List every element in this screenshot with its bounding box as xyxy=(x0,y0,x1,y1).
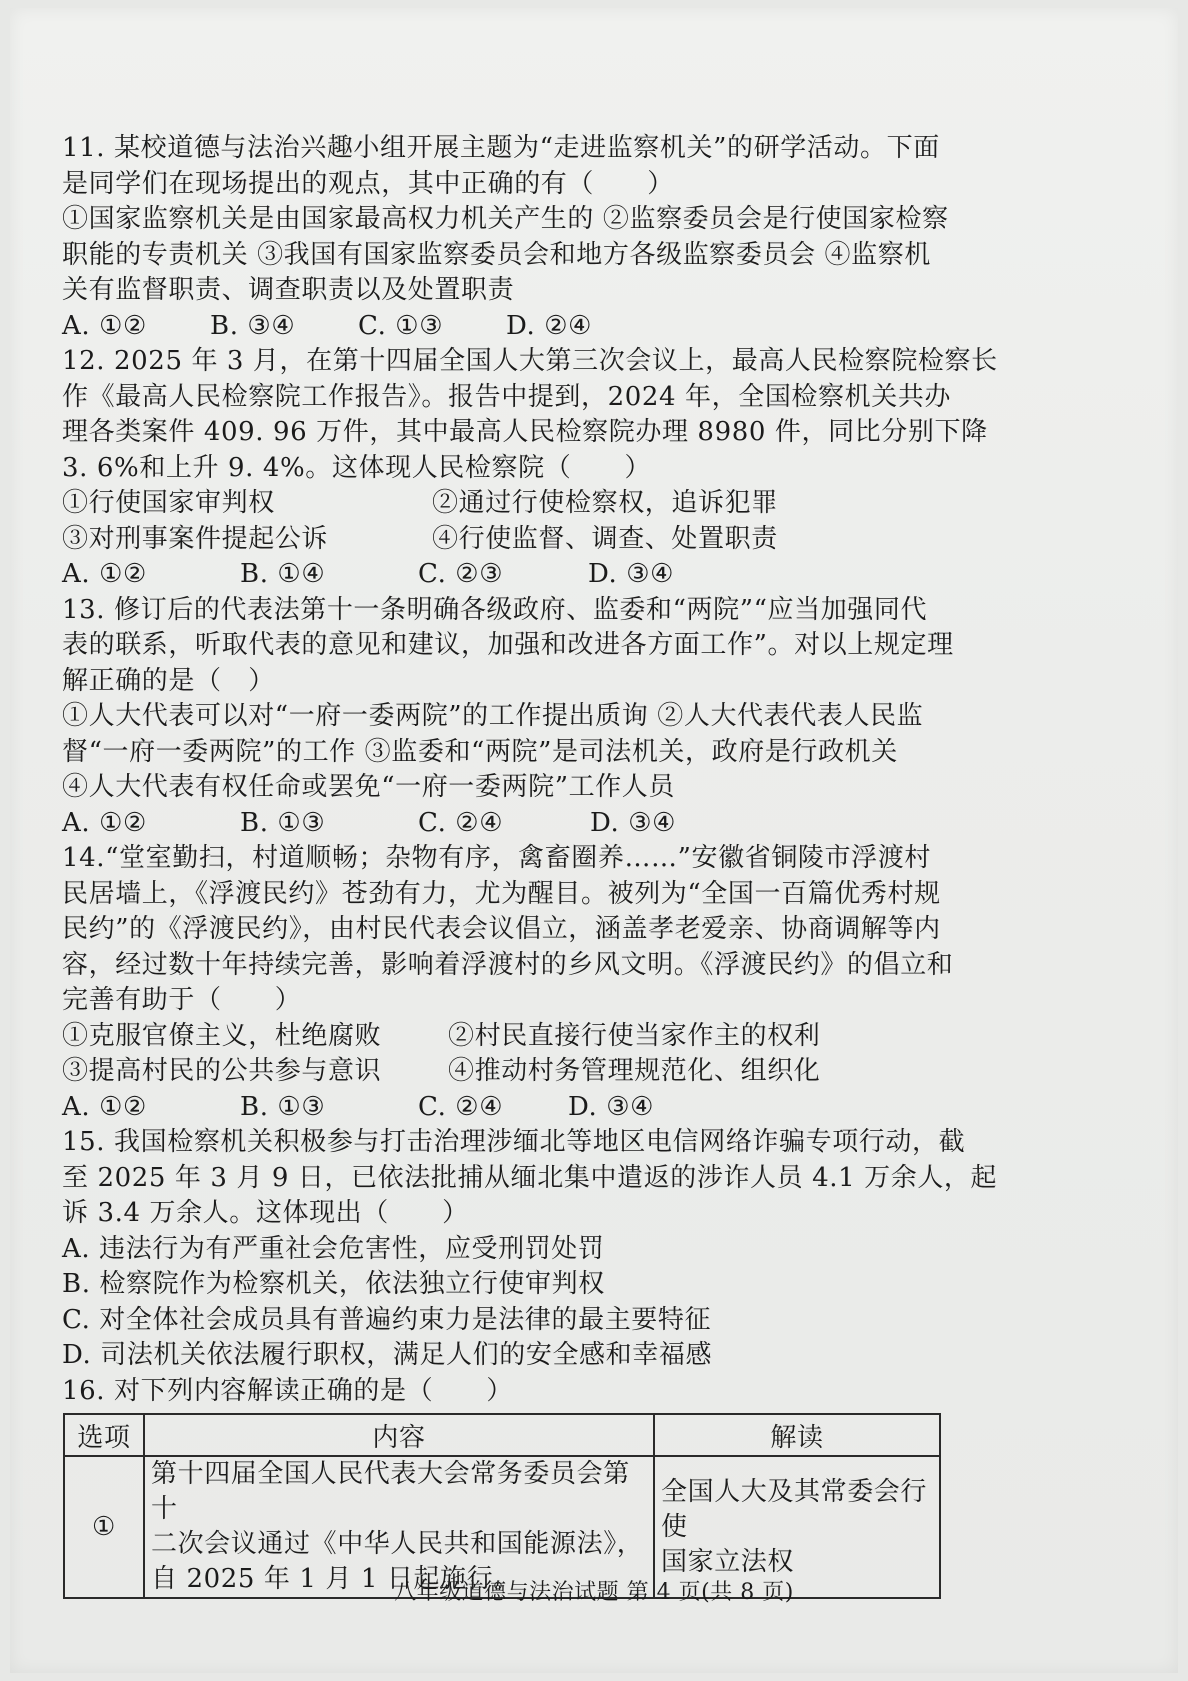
question-15 xyxy=(62,1125,1002,1374)
question-13-line: ①人大代表可以对“一府一委两院”的工作提出质询 ②人大代表代表人民监 xyxy=(62,701,924,731)
question-13-line: ④人大代表有权任命或罢免“一府一委两院”工作人员 xyxy=(62,772,675,802)
statement-2: ②村民直接行使当家作主的权利 xyxy=(448,1020,821,1051)
question-11-line: 关有监督职责、调查职责以及处置职责 xyxy=(62,275,515,305)
question-15-line: 至 2025 年 3 月 9 日，已依法批捕从缅北集中遣返的涉诈人员 4.1 万余人，起 xyxy=(62,1162,998,1193)
question-12 xyxy=(62,344,1002,593)
question-13-line: 督“一府一委两院”的工作 ③监委和“两院”是司法机关，政府是行政机关 xyxy=(62,736,898,767)
option-c: C. ②③ xyxy=(418,559,504,589)
question-11-line: 是同学们在现场提出的观点，其中正确的有（ ） xyxy=(62,168,674,199)
question-14-line: 容，经过数十年持续完善，影响着浮渡村的乡风文明。《浮渡民约》的倡立和 xyxy=(62,949,954,980)
question-11-line: ①国家监察机关是由国家最高权力机关产生的 ②监察委员会是行使国家检察 xyxy=(62,204,949,234)
question-15-line: 诉 3.4 万余人。这体现出（ ） xyxy=(62,1198,469,1228)
question-12-statements xyxy=(62,522,1002,558)
interpretation-line: 国家立法权 xyxy=(661,1546,795,1577)
table-cell-option: ① xyxy=(64,1456,144,1598)
question-13-options xyxy=(62,806,1002,842)
option-a: A. 违法行为有严重社会危害性，应受刑罚处罚 xyxy=(62,1233,605,1264)
question-14 xyxy=(62,841,1002,1125)
statement-2: ②通过行使检察权，追诉犯罪 xyxy=(432,488,778,518)
statement-3: ③对刑事案件提起公诉 xyxy=(62,523,329,554)
option-d: D. ③④ xyxy=(590,807,677,838)
question-16 xyxy=(62,1374,1002,1600)
question-13-line: 表的联系，听取代表的意见和建议，加强和改进各方面工作”。对以上规定理 xyxy=(62,630,954,660)
question-15-line: 15. 我国检察机关积极参与打击治理涉缅北等地区电信网络诈骗专项行动，截 xyxy=(62,1127,966,1157)
table-header-content: 内容 xyxy=(144,1414,654,1456)
question-16-table xyxy=(63,1413,941,1599)
question-14-line: 14.“堂室勤扫，村道顺畅；杂物有序，禽畜圈养……”安徽省铜陵市浮渡村 xyxy=(62,843,931,873)
question-14-line: 民约”的《浮渡民约》，由村民代表会议倡立，涵盖孝老爱亲、协商调解等内 xyxy=(62,914,941,944)
option-b: B. ①④ xyxy=(240,559,326,589)
content-line: 二次会议通过《中华人民共和国能源法》， xyxy=(151,1529,644,1559)
exam-content xyxy=(62,131,1002,1599)
question-13 xyxy=(62,593,1002,842)
statement-3: ③提高村民的公共参与意识 xyxy=(62,1056,382,1086)
option-c: C. ②④ xyxy=(418,1091,504,1122)
question-14-line: 完善有助于（ ） xyxy=(62,985,302,1015)
question-12-statements xyxy=(62,486,1002,522)
option-c: C. 对全体社会成员具有普遍约束力是法律的最主要特征 xyxy=(62,1304,712,1335)
question-14-options xyxy=(62,1090,1002,1126)
question-11-line: 11. 某校道德与法治兴趣小组开展主题为“走进监察机关”的研学活动。下面 xyxy=(62,133,940,163)
content-line: 自 2025 年 1 月 1 日起施行。 xyxy=(151,1564,520,1594)
option-b: B. 检察院作为检察机关，依法独立行使审判权 xyxy=(62,1269,605,1299)
option-d: D. ②④ xyxy=(506,310,593,341)
question-12-line: 理各类案件 409. 96 万件，其中最高人民检察院办理 8980 件，同比分别下降 xyxy=(62,417,988,447)
table-header-row xyxy=(64,1414,940,1456)
option-b: B. ③④ xyxy=(210,310,296,341)
question-16-stem: 16. 对下列内容解读正确的是（ ） xyxy=(62,1375,514,1406)
question-11 xyxy=(62,131,1002,344)
statement-1: ①克服官僚主义，杜绝腐败 xyxy=(62,1020,382,1051)
option-d: D. 司法机关依法履行职权，满足人们的安全感和幸福感 xyxy=(62,1340,713,1370)
interpretation-line: 全国人大及其常委会行使 xyxy=(661,1476,928,1542)
statement-1: ①行使国家审判权 xyxy=(62,488,275,518)
statement-4: ④推动村务管理规范化、组织化 xyxy=(448,1056,821,1086)
content-line: 第十四届全国人民代表大会常务委员会第十 xyxy=(151,1459,630,1524)
option-c: C. ②④ xyxy=(418,807,504,838)
option-b: B. ①③ xyxy=(240,807,326,838)
page-footer: 八年级道德与法治试题 第 4 页(共 8 页) xyxy=(394,1580,794,1605)
option-a: A. ①② xyxy=(62,1091,147,1122)
question-14-line: 民居墙上，《浮渡民约》苍劲有力，尤为醒目。被列为“全国一百篇优秀村规 xyxy=(62,878,941,909)
question-12-line: 12. 2025 年 3 月，在第十四届全国人大第三次会议上，最高人民检察院检察长 xyxy=(62,346,998,376)
question-11-options xyxy=(62,309,1002,345)
question-14-statements xyxy=(62,1054,1002,1090)
table-header-interpretation: 解读 xyxy=(654,1414,940,1456)
option-d: D. ③④ xyxy=(588,559,675,589)
option-a: A. ①② xyxy=(62,310,147,341)
option-b: B. ①③ xyxy=(240,1091,326,1122)
question-12-line: 作《最高人民检察院工作报告》。报告中提到，2024 年，全国检察机关共办 xyxy=(62,381,952,412)
statement-4: ④行使监督、调查、处置职责 xyxy=(432,523,778,554)
question-12-line: 3. 6%和上升 9. 4%。这体现人民检察院（ ） xyxy=(62,452,652,483)
question-14-statements xyxy=(62,1019,1002,1055)
option-d: D. ③④ xyxy=(568,1091,655,1122)
question-13-line: 13. 修订后的代表法第十一条明确各级政府、监委和“两院”“应当加强同代 xyxy=(62,594,928,625)
question-13-line: 解正确的是（ ） xyxy=(62,665,275,696)
question-11-line: 职能的专责机关 ③我国有国家监察委员会和地方各级监察委员会 ④监察机 xyxy=(62,239,931,270)
question-12-options xyxy=(62,557,1002,593)
option-a: A. ①② xyxy=(62,807,147,838)
table-header-option: 选项 xyxy=(64,1414,144,1456)
option-c: C. ①③ xyxy=(358,310,444,341)
option-a: A. ①② xyxy=(62,559,147,589)
